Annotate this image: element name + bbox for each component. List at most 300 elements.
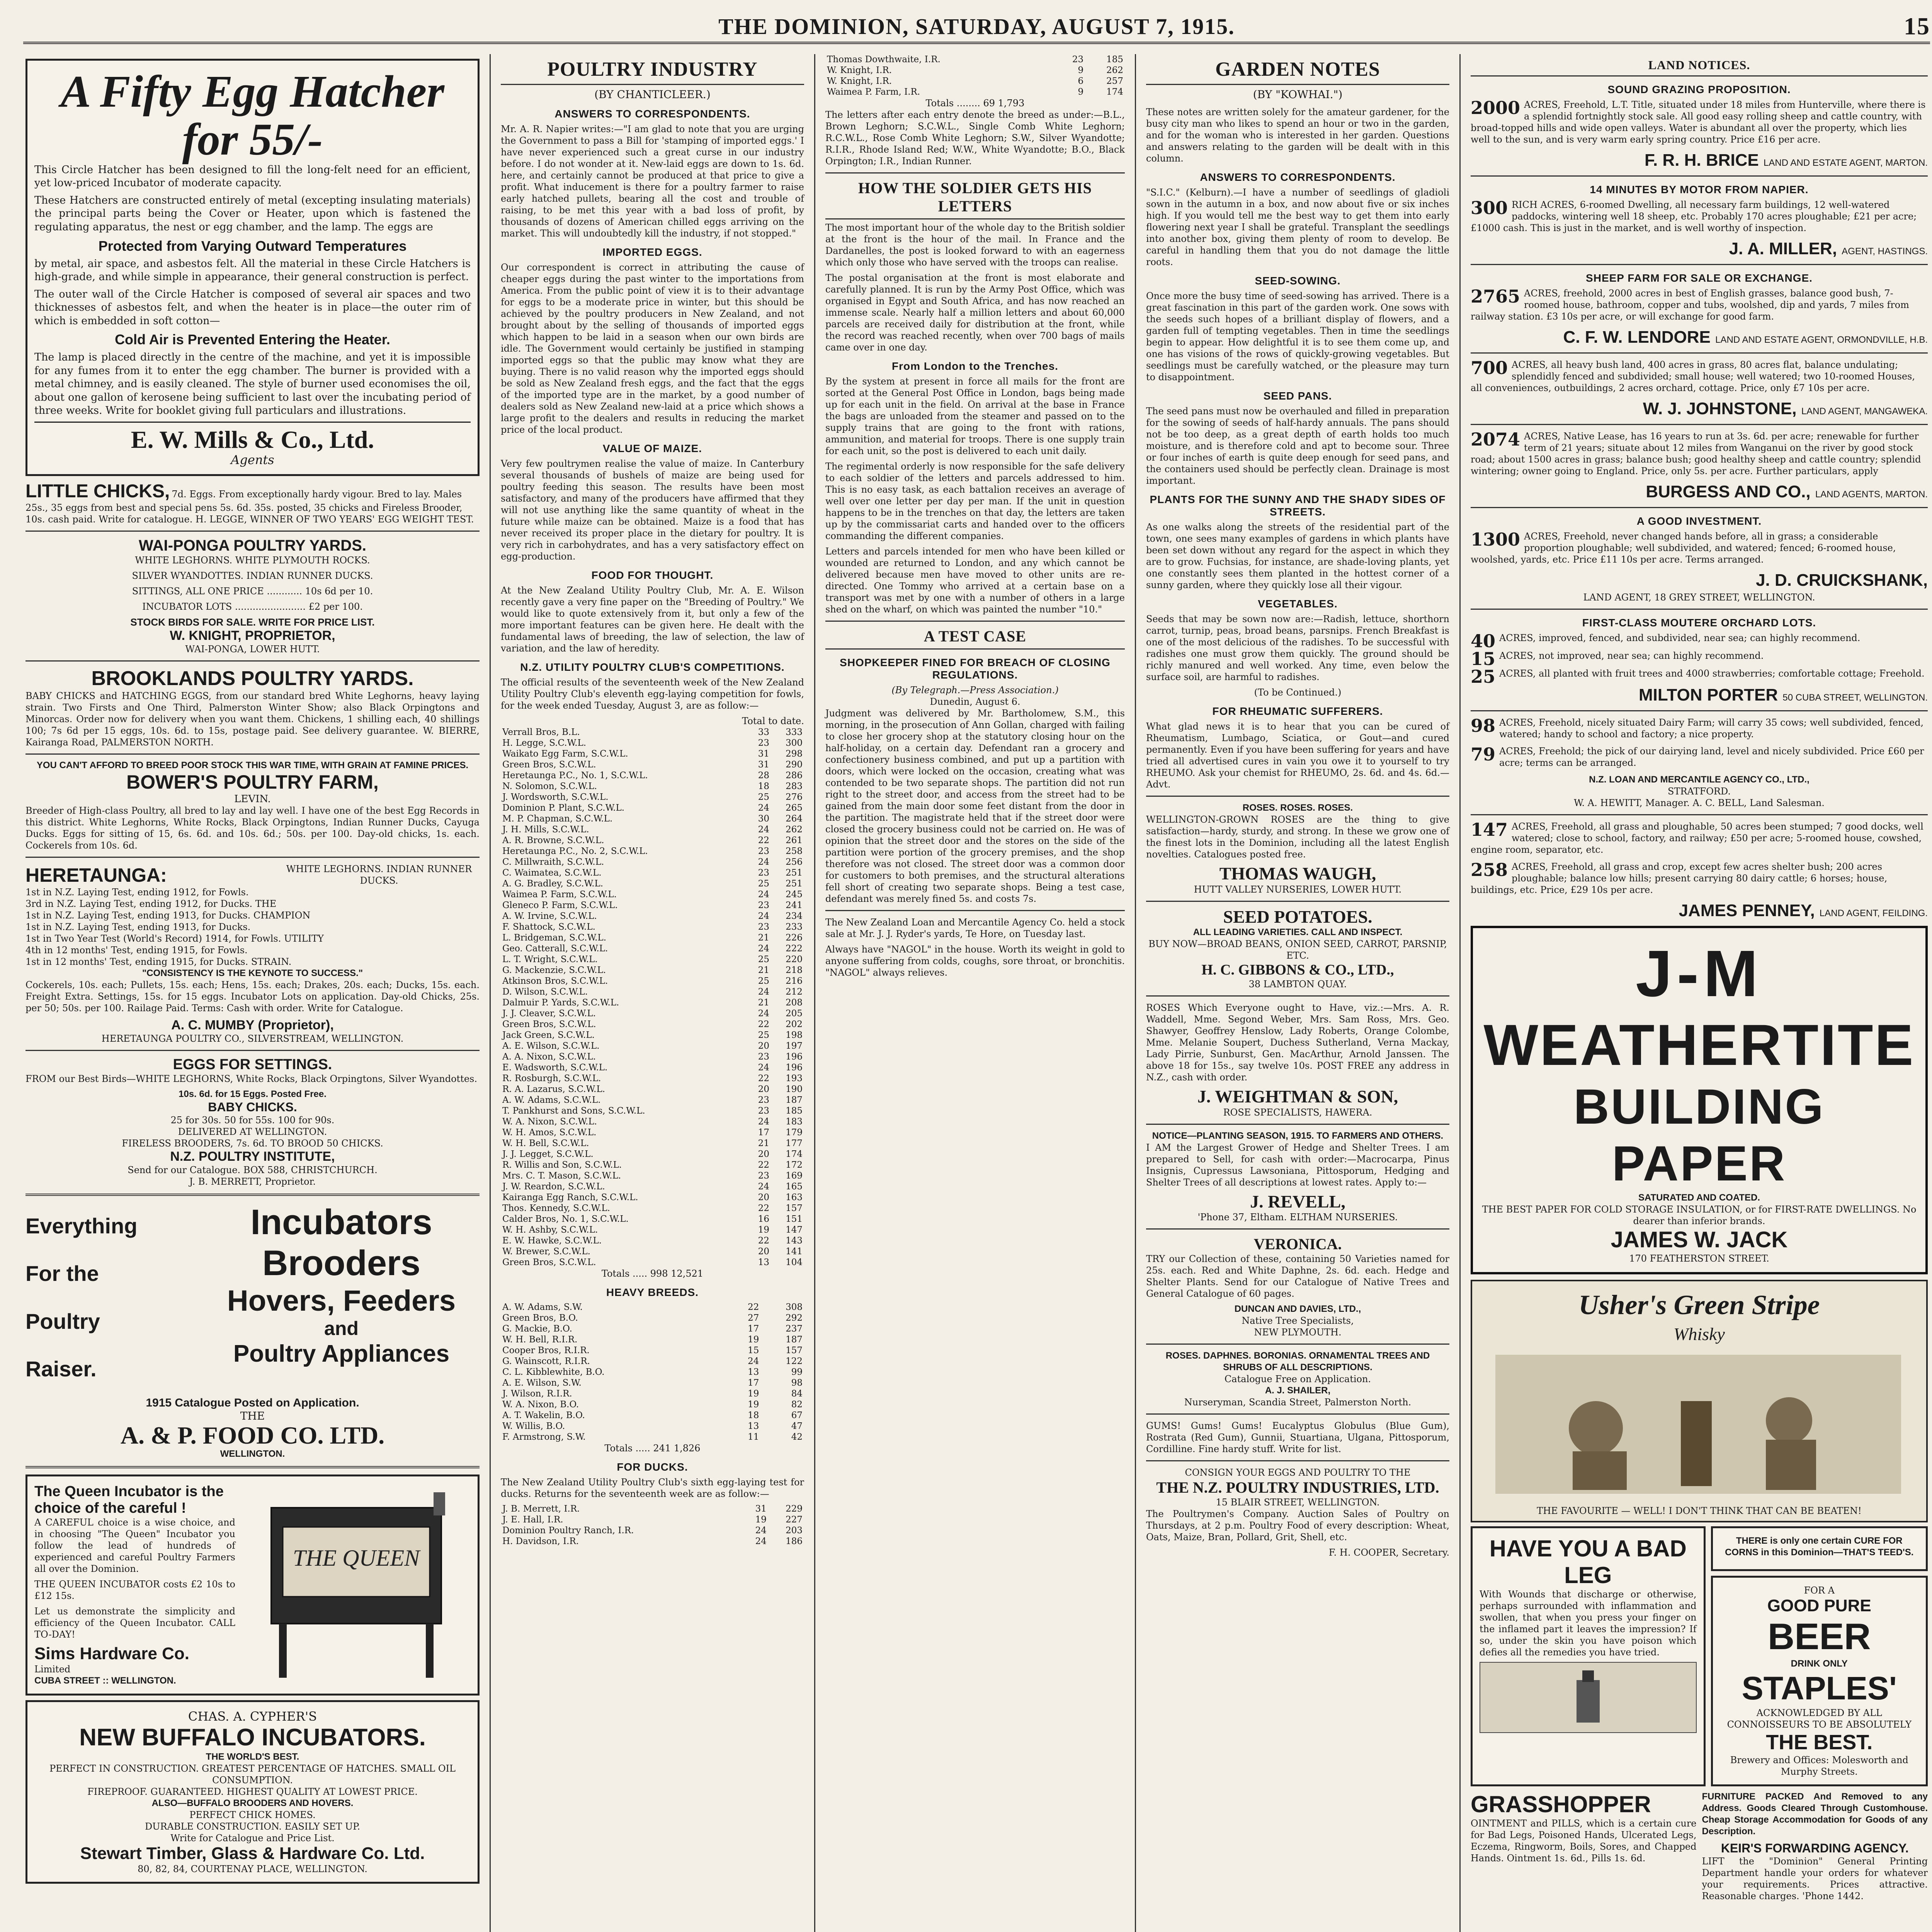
hatcher-banner-1: Protected from Varying Outward Temperatures xyxy=(98,238,407,254)
table-row xyxy=(501,1334,804,1345)
nz-poultry-industries: THE N.Z. POULTRY INDUSTRIES, LTD. xyxy=(1156,1479,1439,1497)
land-700-acres: 700 xyxy=(1471,357,1508,378)
col2.rows-cell-a: 33 xyxy=(758,727,770,737)
col2.heavy_rows-cell-b: 47 xyxy=(791,1421,803,1431)
grasshopper-para: OINTMENT and PILLS, which is a certain cure for Bad Legs, Poisoned Hands, Ulcerated Legs, Eczema, Ringworm, Boils, Sores, and Chapped Hands. Ointment 1s. 6d., Pills 1s. 6d. xyxy=(1471,1818,1697,1864)
ap-poultry: Poultry xyxy=(26,1309,100,1333)
col2.rows-cell-a: 25 xyxy=(758,879,770,889)
bad-leg-illustration xyxy=(1480,1662,1697,1733)
table-row xyxy=(501,1116,804,1127)
johnstone-name: W. J. JOHNSTONE, xyxy=(1643,399,1797,418)
land-item-300 xyxy=(1471,199,1928,234)
col2.rows-cell-b: 245 xyxy=(786,889,803,900)
jm-weathertite-ad xyxy=(1471,926,1928,1274)
col2.rows-cell-n: G. Mackenzie, S.C.W.L. xyxy=(502,965,606,975)
col2.rows-cell-b: 198 xyxy=(786,1030,803,1040)
total-to-date-label: Total to date. xyxy=(742,716,804,726)
heretaunga-record-5: 1st in Two Year Test (World's Record) 1914, for Fowls. UTILITY xyxy=(26,933,324,944)
to-be-continued: (To be Continued.) xyxy=(1254,687,1342,698)
heretaunga-record-6: 4th in 12 months' Test, ending 1915, for Fowls. xyxy=(26,945,248,956)
land-item-98 xyxy=(1471,717,1928,740)
table-row xyxy=(501,1388,804,1399)
land-2074-acres: 2074 xyxy=(1471,429,1520,450)
bottle-icon xyxy=(1549,1668,1627,1726)
col2.rows-cell-n: Atkinson Bros, S.C.W.L. xyxy=(502,976,608,986)
col2.heavy_rows-cell-b: 84 xyxy=(791,1389,803,1399)
cypher-seller: Stewart Timber, Glass & Hardware Co. Ltd. xyxy=(80,1844,425,1863)
table-row xyxy=(501,932,804,943)
col2.rows-cell-b: 222 xyxy=(786,944,803,954)
col2.rows-cell-b: 190 xyxy=(786,1084,803,1094)
heretaunga-address: HERETAUNGA POULTRY CO., SILVERSTREAM, WELLINGTON. xyxy=(101,1033,404,1044)
col2.rows-cell-a: 24 xyxy=(758,1182,770,1192)
cypher-line-3: ALSO—BUFFALO BROODERS AND HOVERS. xyxy=(151,1798,354,1809)
cypher-address: 80, 82, 84, COURTENAY PLACE, WELLINGTON. xyxy=(138,1864,367,1875)
col2.heavy_rows-cell-n: Cooper Bros, R.I.R. xyxy=(502,1345,590,1355)
col2.heavy_rows-cell-n: C. L. Kibblewhite, B.O. xyxy=(502,1367,605,1377)
col2.heavy_rows-cell-a: 22 xyxy=(748,1302,759,1312)
table-row xyxy=(501,824,804,835)
heavy-breeds-totals: Totals ..... 241 1,826 xyxy=(604,1443,701,1454)
competitions-heading: N.Z. UTILITY POULTRY CLUB'S COMPETITIONS. xyxy=(520,661,785,673)
col2.ducks_rows-cell-n: Dominion Poultry Ranch, I.R. xyxy=(502,1526,634,1536)
jm-logo: J-M xyxy=(1636,937,1763,1010)
col3.score_rows-cell-b: 257 xyxy=(1106,76,1123,86)
col2.rows-cell-b: 143 xyxy=(786,1236,803,1246)
col2.rows-cell-n: Waimea P. Farm, S.C.W.L. xyxy=(502,889,617,900)
nz-loan-note: The New Zealand Loan and Mercantile Agency Co. held a stock sale at Mr. J. J. Ryder's yards, Te Hore, on Tuesday last. xyxy=(825,917,1125,939)
moutere-heading: FIRST-CLASS MOUTERE ORCHARD LOTS. xyxy=(1582,617,1816,629)
table-row xyxy=(501,1008,804,1019)
col2.rows-cell-n: Heretaunga P.C., No. 1, S.C.W.L. xyxy=(502,770,648,781)
veronica-title: VERONICA. xyxy=(1253,1235,1342,1253)
col2.rows-cell-n: Jack Green, S.C.W.L. xyxy=(502,1030,595,1040)
jm-building-paper: BUILDING PAPER xyxy=(1573,1079,1825,1191)
land-40-text: ACRES, improved, fenced, and subdivided, near sea; can highly recommend. xyxy=(1499,633,1861,643)
waiponga-ad xyxy=(26,537,480,655)
table-row xyxy=(501,1073,804,1084)
table-row xyxy=(501,792,804,803)
table-row xyxy=(501,1313,804,1323)
nz-poultry-institute: N.Z. POULTRY INSTITUTE, xyxy=(170,1149,335,1164)
col2.rows-cell-a: 23 xyxy=(758,1171,770,1181)
usher-caption: THE FAVOURITE — WELL! I DON'T THINK THAT CAN BE BEATEN! xyxy=(1537,1505,1862,1516)
soldier-para-3: By the system at present in force all mails for the front are sorted at the General Post Office in London, bags being made up for each unit in the field. On arrival at the base in France the bags are unloaded from the steamer and passed on to the supply trains that are going to the front with rations, ammunition, and material for troops. There is one supply train for each unit, so the post is delivered to each unit daily. xyxy=(825,376,1125,456)
col2.rows-cell-a: 24 xyxy=(758,987,770,997)
heavy-breeds-heading: HEAVY BREEDS. xyxy=(606,1286,699,1298)
revell-name: J. REVELL, xyxy=(1250,1191,1345,1211)
roses-header: ROSES. ROSES. ROSES. xyxy=(1242,803,1353,813)
duncan-name: DUNCAN AND DAVIES, LTD., xyxy=(1234,1304,1361,1315)
col2.rows-cell-n: L. Bridgeman, S.C.W.L. xyxy=(502,933,607,943)
table-row xyxy=(501,1203,804,1214)
col2.rows-cell-a: 31 xyxy=(758,749,770,759)
test-case-place: Dunedin, August 6. xyxy=(930,696,1020,707)
weightman-sub: ROSE SPECIALISTS, HAWERA. xyxy=(1223,1107,1372,1118)
waiponga-address: WAI-PONGA, LOWER HUTT. xyxy=(185,644,320,655)
col2.heavy_rows-cell-n: G. Wainscott, R.I.R. xyxy=(502,1356,590,1366)
brooklands-ad xyxy=(26,667,480,748)
ap-food-ad xyxy=(26,1202,480,1460)
nz-institute-send: Send for our Catalogue. BOX 588, CHRISTCHURCH. xyxy=(128,1165,378,1176)
col2.rows-cell-n: Dalmuir P. Yards, S.C.W.L. xyxy=(502,998,619,1008)
table-row xyxy=(501,867,804,878)
col3.score_rows-cell-n: W. Knight, I.R. xyxy=(827,76,892,86)
eggs-text: FROM our Best Birds—WHITE LEGHORNS, White Rocks, Black Orpingtons, Silver Wyandottes. xyxy=(26,1073,477,1085)
penney-sub: LAND AGENT, FEILDING. xyxy=(1819,908,1928,918)
col2.rows-cell-b: 262 xyxy=(786,825,803,835)
nz-institute-proprietor: J. B. MERRETT, Proprietor. xyxy=(189,1176,316,1187)
col2.rows-cell-a: 28 xyxy=(758,770,770,781)
col2.rows-cell-b: 179 xyxy=(786,1128,803,1138)
grasshopper-title: GRASSHOPPER xyxy=(1471,1791,1651,1817)
table-row xyxy=(501,1525,804,1536)
table-row xyxy=(501,781,804,792)
queen-address: CUBA STREET :: WELLINGTON. xyxy=(34,1675,176,1686)
col2.heavy_rows-cell-b: 82 xyxy=(791,1400,803,1410)
col2.heavy_rows-cell-a: 27 xyxy=(748,1313,759,1323)
table-row xyxy=(501,1514,804,1525)
col2.rows-cell-a: 19 xyxy=(758,1225,770,1235)
revell-heading: NOTICE—PLANTING SEASON, 1915. TO FARMERS AND OTHERS. xyxy=(1152,1130,1444,1141)
col2.rows-cell-a: 24 xyxy=(758,944,770,954)
nz-loan-town: STRATFORD. xyxy=(1668,786,1731,797)
col2.rows-cell-a: 23 xyxy=(758,868,770,878)
hewitt-line: W. A. HEWITT, Manager. A. C. BELL, Land Salesman. xyxy=(1574,798,1825,808)
col2.rows-cell-b: 276 xyxy=(786,792,803,802)
breed-note: The letters after each entry denote the breed as under:—B.L., Brown Leghorn; S.C.W.L., Single Comb White Leghorn; R.C.W.L., Rose Comb White Leghorn; S.W., Silver Wyandotte; R.I.R., Rhode Island Red; W.W., White Wyandotte; B.O., Black Orpington; I.R., Indian Runner. xyxy=(825,109,1125,167)
col2.rows-cell-a: 23 xyxy=(758,1052,770,1062)
column-2 xyxy=(491,54,815,1932)
col2.rows-cell-b: 183 xyxy=(786,1117,803,1127)
table-row xyxy=(501,911,804,922)
shailer-address: Nurseryman, Scandia Street, Palmerston North. xyxy=(1184,1397,1412,1408)
land-258-text: ACRES, Freehold, all grass and crop, except few acres shelter bush; 200 acres ploughable; balance low hills; present carrying 80 dairy cattle; 6 horses; house, buildings, etc. Price, £29 10s per acre. xyxy=(1471,861,1888,895)
col2.rows-cell-b: 298 xyxy=(786,749,803,759)
col3.score_rows-cell-b: 174 xyxy=(1106,87,1123,97)
table-row xyxy=(501,997,804,1008)
page-number: 15 xyxy=(1904,12,1930,40)
furniture-ad xyxy=(1702,1791,1928,1906)
table-row xyxy=(501,1345,804,1356)
col3.score_rows-cell-a: 6 xyxy=(1078,76,1084,86)
brooklands-text: BABY CHICKS and HATCHING EGGS, from our standard bred White Leghorns, heavy laying strain. Two Firsts and One Third, Palmerston Winter Show; also Black Orpingtons and Minorcas. Order now for delivery when you want them. Chickens, 1 shilling each, 40 shillings 100; 7s 6d per 15 eggs, 10s. 6d. to 15s, postage paid. See delivery guarantee. W. BIERRE, Kairanga Road, PALMERSTON NORTH. xyxy=(26,690,480,748)
col2.ducks_rows-cell-b: 229 xyxy=(786,1504,803,1514)
col2.heavy_rows-cell-n: A. W. Adams, S.W. xyxy=(502,1302,583,1312)
col2.rows-cell-a: 25 xyxy=(758,954,770,964)
johnstone-agent xyxy=(1471,399,1928,418)
table-row xyxy=(501,803,804,813)
col2.heavy_rows-cell-b: 122 xyxy=(786,1356,803,1366)
queen-text-2: THE QUEEN INCUBATOR costs £2 10s to £12 15s. xyxy=(34,1579,235,1602)
hatcher-para-3: by metal, air space, and asbestos felt. All the material in these Circle Hatchers is high-grade, and while simple in appearance, their general construction is perfect. xyxy=(34,257,471,283)
col3.score_rows-cell-a: 23 xyxy=(1072,54,1084,65)
land-2000-text: ACRES, Freehold, L.T. Title, situated under 18 miles from Hunterville, where there is a splendid fortnightly stock sale. All good easy rolling sheep and cattle country, with broad-topped hills and wide open valleys. Water is abundant all over the property, which lies well to the sun, and is very warm early spring country. Price £16 per acre. xyxy=(1471,99,1926,145)
col2.rows-cell-a: 21 xyxy=(758,933,770,943)
land-2765-acres: 2765 xyxy=(1471,286,1520,307)
competition-table xyxy=(501,727,804,1268)
staples-address: Brewery and Offices: Molesworth and Murphy Streets. xyxy=(1730,1755,1908,1777)
land-2765-text: ACRES, freehold, 2000 acres in best of English grasses, balance good bush, 7-roomed house, bathroom, copper and tubs, woolshed, dip and yards, 7 miles from railway station. £3 10s per acre, or will exchange for good farm. xyxy=(1471,288,1909,322)
nagol-note: Always have "NAGOL" in the house. Worth its weight in gold to anyone suffering from colds, coughs, sore throat, or bronchitis. "NAGOL" always relieves. xyxy=(825,944,1125,978)
test-case-telegraph: (By Telegraph.—Press Association.) xyxy=(891,685,1059,696)
table-row xyxy=(501,986,804,997)
table-row xyxy=(501,965,804,976)
heretaunga-record-7: 1st in 12 months' Test, ending 1915, for Ducks. STRAIN. xyxy=(26,956,292,968)
table-row xyxy=(501,878,804,889)
col2.rows-cell-a: 24 xyxy=(758,1117,770,1127)
col3.score_rows-cell-a: 9 xyxy=(1078,65,1084,75)
col2.rows-cell-b: 265 xyxy=(786,803,803,813)
table-row xyxy=(501,1030,804,1041)
rheumatic-para: What glad news it is to hear that you can be cured of Rheumatism, Lumbago, Sciatica, or Gout—and cured permanently. Even if you have been suffering for years and have tried all advertised cures in vain you owe it to yourself to try RHEUMO. Ask your chemist for RHEUMO, 2s. 6d. and 4s. 6d.—Advt. xyxy=(1146,721,1449,790)
usher-green-stripe: Green Stripe xyxy=(1673,1289,1820,1320)
queen-title: The Queen Incubator is the choice of the careful ! xyxy=(34,1483,224,1517)
col2.rows-cell-n: R. Willis and Son, S.C.W.L. xyxy=(502,1160,622,1170)
hatcher-para-2: These Hatchers are constructed entirely of metal (excepting insulating materials) the principal parts being the Cover or Heater, upon which is fastened the regulating apparatus, the nest or egg chamber, and the lamp. The eggs are xyxy=(34,194,471,233)
duncan-sub: Native Tree Specialists, xyxy=(1242,1315,1354,1327)
col2.heavy_rows-cell-n: F. Armstrong, S.W. xyxy=(502,1432,586,1442)
masthead-title: THE DOMINION, SATURDAY, AUGUST 7, 1915. xyxy=(718,14,1235,39)
col2.rows-cell-n: M. P. Chapman, S.C.W.L. xyxy=(502,814,613,824)
col2.rows-cell-b: 197 xyxy=(786,1041,803,1051)
col2.rows-cell-b: 218 xyxy=(786,965,803,975)
test-case-subhead: SHOPKEEPER FINED FOR BREACH OF CLOSING REGULATIONS. xyxy=(840,656,1111,681)
col2.rows-cell-a: 23 xyxy=(758,1095,770,1105)
usher-whisky: Whisky xyxy=(1673,1324,1725,1344)
cruickshank-agent xyxy=(1471,571,1928,590)
hatcher-para-5: The lamp is placed directly in the centre of the machine, and yet it is impossible for any fumes from it to enter the egg chamber. The burner is provided with a metal chimney, and is easily cleaned. The style of burner used economises the oil, about one gallon of kerosene being sufficient to last over the incubating period of three weeks. Write for booklet giving full particulars and illustrations. xyxy=(34,351,471,417)
heretaunga-record-4: 1st in N.Z. Laying Test, ending 1913, for Ducks. xyxy=(26,922,251,933)
poultry-byline: (BY CHANTICLEER.) xyxy=(594,88,711,101)
table-row xyxy=(501,1367,804,1378)
col2.rows-cell-b: 212 xyxy=(786,987,803,997)
little-chicks-title: LITTLE CHICKS, xyxy=(26,481,170,502)
col2.rows-cell-n: J. J. Legget, S.C.W.L. xyxy=(502,1149,594,1159)
col2.rows-cell-n: Kairanga Egg Ranch, S.C.W.L. xyxy=(502,1192,638,1202)
staples-name: STAPLES' xyxy=(1742,1670,1897,1706)
col2.rows-cell-b: 256 xyxy=(786,857,803,867)
hatcher-para-4: The outer wall of the Circle Hatcher is composed of several air spaces and two thicknesses of asbestos felt, and when the heater is in place—the outer rim of which is embedded in soft cotton— xyxy=(34,288,471,327)
col2.heavy_rows-cell-n: Green Bros, B.O. xyxy=(502,1313,578,1323)
seed-sowing-heading: SEED-SOWING. xyxy=(1255,275,1341,287)
table-row xyxy=(501,759,804,770)
col2.rows-cell-a: 22 xyxy=(758,1073,770,1083)
table-row xyxy=(501,1378,804,1388)
col2.rows-cell-n: Verrall Bros, B.L. xyxy=(502,727,580,737)
napier-heading: 14 MINUTES BY MOTOR FROM NAPIER. xyxy=(1590,184,1809,196)
ap-catalogue: 1915 Catalogue Posted on Application. xyxy=(146,1396,359,1409)
garden-para-4: As one walks along the streets of the residential part of the town, one sees many examples of gardens in which plants have been set down without any regard for the aspect in which they are to grow. Fuchsias, for instance, are shade-loving plants, yet one constantly sees them planted in the hottest corner of a sunny garden, where they quickly lose all their vigour. xyxy=(1146,522,1449,590)
little-chicks-text: 7d. Eggs. From exceptionally hardy vigour. Bred to lay. Males 25s., 35 eggs from best and special pens 5s. 6d. 35s. posted, 35 chicks and Fireless Brooder, 10s. cash paid. Write for catalogue. H. LEGGE, WINNER OF TWO YEARS' EGG WEIGHT TEST. xyxy=(26,489,474,525)
col2.rows-cell-b: 300 xyxy=(786,738,803,748)
col2.heavy_rows-cell-a: 19 xyxy=(748,1335,759,1345)
table-row xyxy=(825,65,1125,76)
waiponga-title: WAI-PONGA POULTRY YARDS. xyxy=(139,537,366,554)
col2.rows-cell-a: 31 xyxy=(758,760,770,770)
col2.rows-cell-a: 20 xyxy=(758,1149,770,1159)
cypher-line-1: PERFECT IN CONSTRUCTION. GREATEST PERCENTAGE OF HATCHES. SMALL OIL CONSUMPTION. xyxy=(49,1763,456,1786)
jack-name: JAMES W. JACK xyxy=(1611,1227,1788,1252)
col2.rows-cell-b: 333 xyxy=(786,727,803,737)
land-1300-text: ACRES, Freehold, never changed hands before, all in grass; a considerable proportion ploughable; well subdivided, and watered; fenced; 6-roomed house, woolshed, yards, etc. Price £11 10s per acre. Terms arranged. xyxy=(1471,531,1896,565)
col2.rows-cell-n: C. Millwraith, S.C.W.L. xyxy=(502,857,604,867)
queen-text-3: Let us demonstrate the simplicity and efficiency of the Queen Incubator. CALL TO-DAY! xyxy=(34,1606,235,1640)
table-row xyxy=(501,976,804,986)
col2.rows-cell-n: Waikato Egg Farm, S.C.W.L. xyxy=(502,749,628,759)
beer-for-a: FOR A xyxy=(1804,1585,1835,1596)
table-row xyxy=(501,835,804,846)
col2.heavy_rows-cell-a: 15 xyxy=(748,1345,759,1355)
col2.rows-cell-b: 251 xyxy=(786,868,803,878)
brice-sub: LAND AND ESTATE AGENT, MARTON. xyxy=(1764,158,1928,168)
col2.ducks_rows-cell-b: 186 xyxy=(786,1536,803,1546)
rheumatic-heading: FOR RHEUMATIC SUFFERERS. xyxy=(1212,705,1383,717)
fifty-egg-hatcher-ad xyxy=(26,59,480,476)
bowers-title: BOWER'S POULTRY FARM, xyxy=(126,771,379,793)
col2.rows-cell-a: 23 xyxy=(758,738,770,748)
thomas-waugh: THOMAS WAUGH, xyxy=(1219,864,1376,883)
col2.rows-cell-a: 23 xyxy=(758,846,770,856)
table-row xyxy=(501,1051,804,1062)
col2.rows-cell-n: Calder Bros, No. 1, S.C.W.L. xyxy=(502,1214,629,1224)
col2.rows-cell-n: W. Brewer, S.C.W.L. xyxy=(502,1247,590,1257)
miller-sub: AGENT, HASTINGS. xyxy=(1842,246,1928,257)
land-147-acres: 147 xyxy=(1471,819,1508,840)
mills-agents: Agents xyxy=(231,452,274,468)
col2.rows-cell-a: 25 xyxy=(758,1030,770,1040)
col2.rows-cell-a: 25 xyxy=(758,792,770,802)
teeds-text: THERE is only one certain CURE FOR CORNS in this Dominion—THAT'S TEED'S. xyxy=(1725,1536,1914,1558)
table-row xyxy=(501,727,804,738)
table-row xyxy=(501,1536,804,1547)
baby-chicks-title: BABY CHICKS. xyxy=(208,1100,297,1114)
col3.score_rows-cell-b: 262 xyxy=(1106,65,1123,75)
col2.heavy_rows-cell-a: 19 xyxy=(748,1389,759,1399)
garden-answers-heading: ANSWERS TO CORRESPONDENTS. xyxy=(1200,171,1396,183)
col2.ducks_rows-cell-b: 227 xyxy=(786,1515,803,1525)
land-item-2765 xyxy=(1471,287,1928,322)
col2.rows-cell-n: H. Legge, S.C.W.L. xyxy=(502,738,587,748)
ushers-whisky-ad xyxy=(1471,1280,1928,1522)
col2.rows-cell-n: R. Rosburgh, S.C.W.L. xyxy=(502,1073,601,1083)
consign-line: CONSIGN YOUR EGGS AND POULTRY TO THE xyxy=(1185,1467,1411,1478)
staples-ad xyxy=(1711,1576,1928,1786)
ap-company: A. & P. FOOD CO. LTD. xyxy=(120,1421,385,1449)
seed-potatoes-title: SEED POTATOES. xyxy=(1223,906,1372,927)
col2.rows-cell-a: 16 xyxy=(758,1214,770,1224)
table-row xyxy=(501,738,804,748)
baby-chicks-delivery: DELIVERED AT WELLINGTON. xyxy=(178,1126,327,1138)
col2.rows-cell-n: W. A. Nixon, S.C.W.L. xyxy=(502,1117,597,1127)
col2.ducks_rows-cell-a: 24 xyxy=(755,1526,767,1536)
col2.rows-cell-n: Gleneco P. Farm, S.C.W.L. xyxy=(502,900,618,910)
table-row xyxy=(825,54,1125,65)
baby-chicks-price: 25 for 30s. 50 for 55s. 100 for 90s. xyxy=(170,1115,335,1126)
staples-ack: ACKNOWLEDGED BY ALL CONNOISSEURS TO BE ABSOLUTELY xyxy=(1727,1708,1912,1730)
ap-incubators: Incubators xyxy=(250,1202,432,1242)
col2.rows-cell-a: 24 xyxy=(758,911,770,921)
land-25-acres: 25 xyxy=(1471,666,1496,687)
col2.rows-cell-n: E. Wadsworth, S.C.W.L. xyxy=(502,1063,608,1073)
col2.rows-cell-b: 226 xyxy=(786,933,803,943)
soldier-para-5: Letters and parcels intended for men who have been killed or wounded are returned to London, and any which cannot be delivered because men have moved to other units are re-directed. One Tommy who arrived at a certain base on a transport was met by one with a number of others in a large shed on the wharf, on which was painted the number "10." xyxy=(825,546,1125,615)
queen-text: A CAREFUL choice is a wise choice, and in choosing "The Queen" Incubator you follow the lead of hundreds of experienced and careful Poultry Farmers all over the Dominion. xyxy=(34,1517,235,1575)
cypher-ad xyxy=(26,1700,480,1884)
col2.rows-cell-a: 20 xyxy=(758,1084,770,1094)
garden-para-3: The seed pans must now be overhauled and filled in preparation for the sowing of seeds of half-hardy annuals. The pans should not be too deep, as a great depth of earth holds too much moisture, and is therefore cold and apt to become sour. Three or four inches of earth is quite deep enough for seed pans, and the containers used should be perfectly clean. Drainage is most important. xyxy=(1146,406,1449,486)
col2.heavy_rows-cell-b: 292 xyxy=(786,1313,803,1323)
col2.heavy_rows-cell-b: 42 xyxy=(791,1432,803,1442)
col2.heavy_rows-cell-b: 237 xyxy=(786,1324,803,1334)
cypher-line-4: PERFECT CHICK HOMES. xyxy=(189,1810,316,1821)
column-3 xyxy=(815,54,1136,1932)
heretaunga-proprietor: A. C. MUMBY (Proprietor), xyxy=(171,1018,334,1033)
beer-drink-only: DRINK ONLY xyxy=(1791,1658,1848,1669)
land-40-acres: 40 xyxy=(1471,631,1496,651)
col2.heavy_rows-cell-n: J. Wilson, R.I.R. xyxy=(502,1389,572,1399)
col2.heavy_rows-cell-b: 99 xyxy=(791,1367,803,1377)
table-row xyxy=(501,770,804,781)
waiponga-line-3: SITTINGS, ALL ONE PRICE ............ 10s 6d per 10. xyxy=(132,586,373,597)
roses-para: WELLINGTON-GROWN ROSES are the thing to give satisfaction—hardy, sturdy, and strong. In these we grow one of the finest lots in the Dominion, including all the latest English novelties. Catalogues posted free. xyxy=(1146,814,1449,860)
land-item-1300 xyxy=(1471,531,1928,565)
waiponga-line-5: STOCK BIRDS FOR SALE. WRITE FOR PRICE LIST. xyxy=(130,616,375,628)
cypher-best: THE WORLD'S BEST. xyxy=(206,1752,299,1762)
eggs-title: EGGS FOR SETTINGS. xyxy=(173,1056,332,1073)
table-row xyxy=(501,1192,804,1203)
gibbons-name: H. C. GIBBONS & CO., LTD., xyxy=(1201,962,1394,978)
answers-heading: ANSWERS TO CORRESPONDENTS. xyxy=(554,108,750,120)
col2.rows-cell-b: 202 xyxy=(786,1019,803,1029)
col2.heavy_rows-cell-a: 17 xyxy=(748,1378,759,1388)
test-case-para: Judgment was delivered by Mr. Bartholomew, S.M., this morning, in the prosecution of Ann Gollan, charged with failing to close her grocery shop at the statutory closing hour on the half-holiday, on a certain day. Defendant ran a grocery and confectionery business combined, and put up a partition with doors, which were locked on the occasion, creating what was contended to be two separate shops. The partition did not run right to the street door, and access from the street had to be gained from the main door some feet distant from the door in the partition. The magistrate held that if the street door were closed the grocery business could not be carried on. He was of opinion that the street door and the stores on the side of the partition were portion of the grocery premises, and the shop therefore was not closed. The street door was a common door for customers to both premises, and the structural alterations fell short of creating two separate shops. Being a test case, defendant was merely fined 5s. and costs 7s. xyxy=(825,708,1125,904)
col2.rows-cell-b: 286 xyxy=(786,770,803,781)
table-row xyxy=(501,813,804,824)
col2.heavy_rows-cell-a: 13 xyxy=(748,1421,759,1431)
bad-leg-title: HAVE YOU A BAD LEG xyxy=(1489,1536,1687,1588)
table-row xyxy=(501,1138,804,1149)
table-row xyxy=(501,1084,804,1095)
column-4 xyxy=(1136,54,1461,1932)
land-79-acres: 79 xyxy=(1471,744,1496,765)
competition-totals: Totals ..... 998 12,521 xyxy=(601,1268,704,1279)
col2.heavy_rows-cell-n: W. H. Bell, R.I.R. xyxy=(502,1335,578,1345)
soldier-para-4: The regimental orderly is now responsible for the safe delivery to each soldier of the letters and parcels addressed to him. This is no easy task, as each battalion receives an average of well over one letter per day per man. If the unit in question happens to be in the trenches on that day, the letters are taken up by the commissariat carts and handed over to the officers commanding the different companies. xyxy=(825,461,1125,541)
weightman-name: J. WEIGHTMAN & SON, xyxy=(1197,1087,1398,1107)
col2.heavy_rows-cell-b: 67 xyxy=(791,1410,803,1420)
porter-name: MILTON PORTER xyxy=(1638,685,1778,704)
table-row xyxy=(501,1160,804,1170)
col2.ducks_rows-cell-a: 31 xyxy=(755,1504,767,1514)
land-item-2074 xyxy=(1471,430,1928,477)
land-item-15 xyxy=(1471,648,1928,669)
cypher-line-6: Write for Catalogue and Price List. xyxy=(170,1833,335,1844)
table-row xyxy=(501,1356,804,1367)
heavy-breeds-table xyxy=(501,1302,804,1442)
col2.rows-cell-a: 22 xyxy=(758,1236,770,1246)
land-700-text: ACRES, all heavy bush land, 400 acres in grass, 80 acres flat, balance undulating; splendidly fenced and subdivided; small house; well watered; two 10-roomed Houses, all conveniences, outbuildings, 2 acres orchard, cottage. Price, only £7 10s per acre. xyxy=(1471,359,1915,393)
col2.rows-cell-b: 157 xyxy=(786,1203,803,1213)
col2.rows-cell-a: 23 xyxy=(758,900,770,910)
col2.rows-cell-b: 220 xyxy=(786,954,803,964)
garden-para-5: Seeds that may be sown now are:—Radish, lettuce, shorthorn carrot, turnip, peas, broad beans, parsnips. French Breakfast is one of the most delicious of the radishes. To be successful with radishes one must grow them quickly. The ground should be richly manured and well worked. Any time, even below the surface soil, are harmful to radishes. xyxy=(1146,614,1449,682)
col2.heavy_rows-cell-b: 98 xyxy=(791,1378,803,1388)
col2.heavy_rows-cell-a: 11 xyxy=(748,1432,759,1442)
table-row xyxy=(501,1421,804,1432)
col2.rows-cell-a: 22 xyxy=(758,835,770,845)
garden-para-2: Once more the busy time of seed-sowing has arrived. There is a great fascination in this part of the garden work. One sows with the seeds such hopes of a brilliant display of flowers, and a garden full of tempting vegetables. Then in time the seedlings begin to appear. How delightful it is to see them come up, and one has visions of the rows of quickly-growing vegetables. But seedlings must be carefully watched, or the pleasure may turn to disappointment. xyxy=(1146,291,1449,383)
